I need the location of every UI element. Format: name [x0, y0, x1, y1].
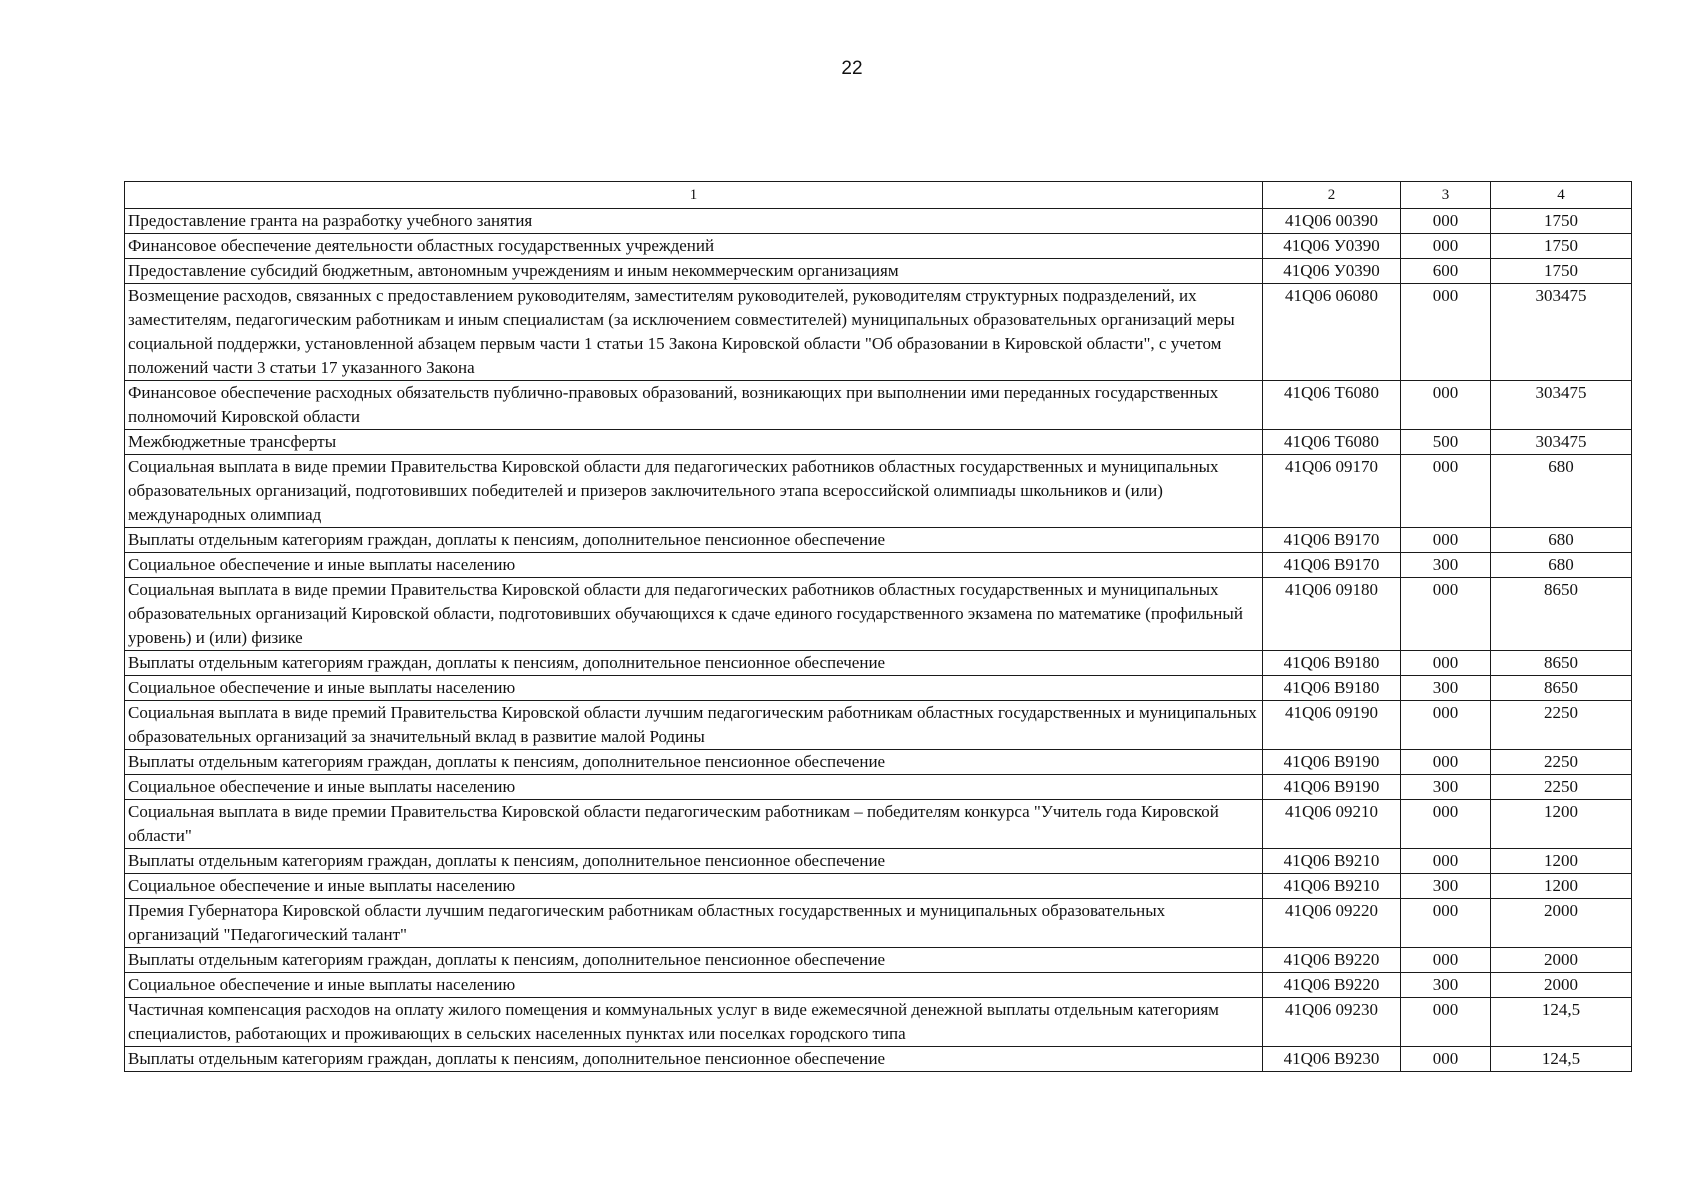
row-name: Финансовое обеспечение деятельности областных государственных учреждений — [125, 234, 1263, 259]
row-amount: 2000 — [1491, 899, 1632, 948]
row-code: 41Q06 В9230 — [1263, 1047, 1401, 1072]
row-code: 41Q06 09210 — [1263, 800, 1401, 849]
row-type: 000 — [1401, 1047, 1491, 1072]
table-row — [125, 430, 1632, 455]
row-type: 000 — [1401, 750, 1491, 775]
table-row — [125, 973, 1632, 998]
row-name: Выплаты отдельным категориям граждан, доплаты к пенсиям, дополнительное пенсионное обеспечение — [125, 528, 1263, 553]
row-code: 41Q06 06080 — [1263, 284, 1401, 381]
table-row — [125, 528, 1632, 553]
row-code: 41Q06 00390 — [1263, 209, 1401, 234]
row-code: 41Q06 В9210 — [1263, 874, 1401, 899]
page-number: 22 — [841, 58, 863, 79]
row-type: 000 — [1401, 800, 1491, 849]
table-row — [125, 874, 1632, 899]
header-col-1: 1 — [125, 182, 1263, 209]
row-type: 000 — [1401, 381, 1491, 430]
row-type: 000 — [1401, 528, 1491, 553]
row-amount: 303475 — [1491, 430, 1632, 455]
row-type: 600 — [1401, 259, 1491, 284]
row-type: 000 — [1401, 578, 1491, 651]
row-name: Социальная выплата в виде премии Правительства Кировской области для педагогических работников областных государственных и муниципальных образовательных организаций, подготовивших победителей и призеров заключительного этапа всероссийской олимпиады школьников и (или) международных олимпиад — [125, 455, 1263, 528]
row-amount: 303475 — [1491, 284, 1632, 381]
row-type: 000 — [1401, 284, 1491, 381]
row-type: 300 — [1401, 973, 1491, 998]
row-code: 41Q06 В9190 — [1263, 750, 1401, 775]
row-type: 000 — [1401, 651, 1491, 676]
row-name: Предоставление гранта на разработку учебного занятия — [125, 209, 1263, 234]
row-type: 000 — [1401, 948, 1491, 973]
table-row — [125, 775, 1632, 800]
table-row — [125, 701, 1632, 750]
row-amount: 1200 — [1491, 800, 1632, 849]
table-row — [125, 259, 1632, 284]
row-amount: 680 — [1491, 528, 1632, 553]
row-name: Выплаты отдельным категориям граждан, доплаты к пенсиям, дополнительное пенсионное обеспечение — [125, 750, 1263, 775]
row-name: Выплаты отдельным категориям граждан, доплаты к пенсиям, дополнительное пенсионное обеспечение — [125, 948, 1263, 973]
row-code: 41Q06 В9180 — [1263, 651, 1401, 676]
budget-table — [124, 181, 1632, 1072]
row-type: 000 — [1401, 849, 1491, 874]
row-type: 000 — [1401, 209, 1491, 234]
header-col-4: 4 — [1491, 182, 1632, 209]
row-amount: 124,5 — [1491, 1047, 1632, 1072]
table-body — [125, 209, 1632, 1072]
table-row — [125, 234, 1632, 259]
header-row — [125, 182, 1632, 209]
row-code: 41Q06 В9170 — [1263, 553, 1401, 578]
table-row — [125, 651, 1632, 676]
table-row — [125, 800, 1632, 849]
row-code: 41Q06 В9220 — [1263, 948, 1401, 973]
row-type: 000 — [1401, 234, 1491, 259]
row-type: 000 — [1401, 701, 1491, 750]
row-name: Возмещение расходов, связанных с предоставлением руководителям, заместителям руководителей, руководителям структурных подразделений, их заместителям, педагогическим работникам и иным специалистам (за исключением совместителей) муниципальных образовательных организаций меры социальной поддержки, установленной абзацем первым части 1 статьи 15 Закона Кировской области "Об образовании в Кировской области", с учетом положений части 3 статьи 17 указанного Закона — [125, 284, 1263, 381]
table-row — [125, 553, 1632, 578]
row-amount: 2250 — [1491, 750, 1632, 775]
header-col-2: 2 — [1263, 182, 1401, 209]
row-amount: 1200 — [1491, 874, 1632, 899]
table-row — [125, 899, 1632, 948]
row-amount: 1200 — [1491, 849, 1632, 874]
table-row — [125, 948, 1632, 973]
row-code: 41Q06 09170 — [1263, 455, 1401, 528]
table-row — [125, 209, 1632, 234]
row-amount: 8650 — [1491, 651, 1632, 676]
table-row — [125, 1047, 1632, 1072]
header-col-3: 3 — [1401, 182, 1491, 209]
table-row — [125, 284, 1632, 381]
row-code: 41Q06 У0390 — [1263, 259, 1401, 284]
row-code: 41Q06 В9180 — [1263, 676, 1401, 701]
row-type: 300 — [1401, 874, 1491, 899]
row-amount: 680 — [1491, 455, 1632, 528]
row-amount: 2000 — [1491, 973, 1632, 998]
row-code: 41Q06 09230 — [1263, 998, 1401, 1047]
row-code: 41Q06 09190 — [1263, 701, 1401, 750]
table-row — [125, 849, 1632, 874]
row-amount: 8650 — [1491, 578, 1632, 651]
row-amount: 1750 — [1491, 259, 1632, 284]
row-name: Социальное обеспечение и иные выплаты населению — [125, 775, 1263, 800]
row-code: 41Q06 В9170 — [1263, 528, 1401, 553]
row-name: Частичная компенсация расходов на оплату жилого помещения и коммунальных услуг в виде ежемесячной денежной выплаты отдельным категориям специалистов, работающих и проживающих в сельских населенных пунктах или поселках городского типа — [125, 998, 1263, 1047]
row-code: 41Q06 09180 — [1263, 578, 1401, 651]
row-code: 41Q06 Т6080 — [1263, 381, 1401, 430]
row-name: Социальное обеспечение и иные выплаты населению — [125, 973, 1263, 998]
table-row — [125, 750, 1632, 775]
row-name: Межбюджетные трансферты — [125, 430, 1263, 455]
row-code: 41Q06 Т6080 — [1263, 430, 1401, 455]
row-name: Социальное обеспечение и иные выплаты населению — [125, 676, 1263, 701]
row-name: Социальная выплата в виде премии Правительства Кировской области для педагогических работников областных государственных и муниципальных образовательных организаций Кировской области, подготовивших обучающихся к сдаче единого государственного экзамена по математике (профильный уровень) и (или) физике — [125, 578, 1263, 651]
table-row — [125, 676, 1632, 701]
row-amount: 1750 — [1491, 209, 1632, 234]
row-code: 41Q06 В9210 — [1263, 849, 1401, 874]
row-type: 500 — [1401, 430, 1491, 455]
row-code: 41Q06 09220 — [1263, 899, 1401, 948]
row-name: Выплаты отдельным категориям граждан, доплаты к пенсиям, дополнительное пенсионное обеспечение — [125, 651, 1263, 676]
row-name: Выплаты отдельным категориям граждан, доплаты к пенсиям, дополнительное пенсионное обеспечение — [125, 1047, 1263, 1072]
row-code: 41Q06 В9190 — [1263, 775, 1401, 800]
row-type: 000 — [1401, 899, 1491, 948]
row-code: 41Q06 У0390 — [1263, 234, 1401, 259]
row-amount: 1750 — [1491, 234, 1632, 259]
row-amount: 680 — [1491, 553, 1632, 578]
table-row — [125, 998, 1632, 1047]
row-type: 300 — [1401, 553, 1491, 578]
table-row — [125, 578, 1632, 651]
row-type: 000 — [1401, 455, 1491, 528]
row-amount: 303475 — [1491, 381, 1632, 430]
row-type: 300 — [1401, 775, 1491, 800]
row-amount: 8650 — [1491, 676, 1632, 701]
row-amount: 124,5 — [1491, 998, 1632, 1047]
row-amount: 2000 — [1491, 948, 1632, 973]
row-name: Социальное обеспечение и иные выплаты населению — [125, 874, 1263, 899]
row-name: Финансовое обеспечение расходных обязательств публично-правовых образований, возникающих при выполнении ими переданных государственных полномочий Кировской области — [125, 381, 1263, 430]
row-type: 300 — [1401, 676, 1491, 701]
table-row — [125, 381, 1632, 430]
row-type: 000 — [1401, 998, 1491, 1047]
table-row — [125, 455, 1632, 528]
row-name: Предоставление субсидий бюджетным, автономным учреждениям и иным некоммерческим организациям — [125, 259, 1263, 284]
row-name: Социальное обеспечение и иные выплаты населению — [125, 553, 1263, 578]
row-code: 41Q06 В9220 — [1263, 973, 1401, 998]
row-name: Социальная выплата в виде премий Правительства Кировской области лучшим педагогическим работникам областных государственных и муниципальных образовательных организаций за значительный вклад в развитие малой Родины — [125, 701, 1263, 750]
row-amount: 2250 — [1491, 775, 1632, 800]
row-name: Выплаты отдельным категориям граждан, доплаты к пенсиям, дополнительное пенсионное обеспечение — [125, 849, 1263, 874]
row-name: Социальная выплата в виде премии Правительства Кировской области педагогическим работникам – победителям конкурса "Учитель года Кировской области" — [125, 800, 1263, 849]
row-amount: 2250 — [1491, 701, 1632, 750]
row-name: Премия Губернатора Кировской области лучшим педагогическим работникам областных государственных и муниципальных образовательных организаций "Педагогический талант" — [125, 899, 1263, 948]
